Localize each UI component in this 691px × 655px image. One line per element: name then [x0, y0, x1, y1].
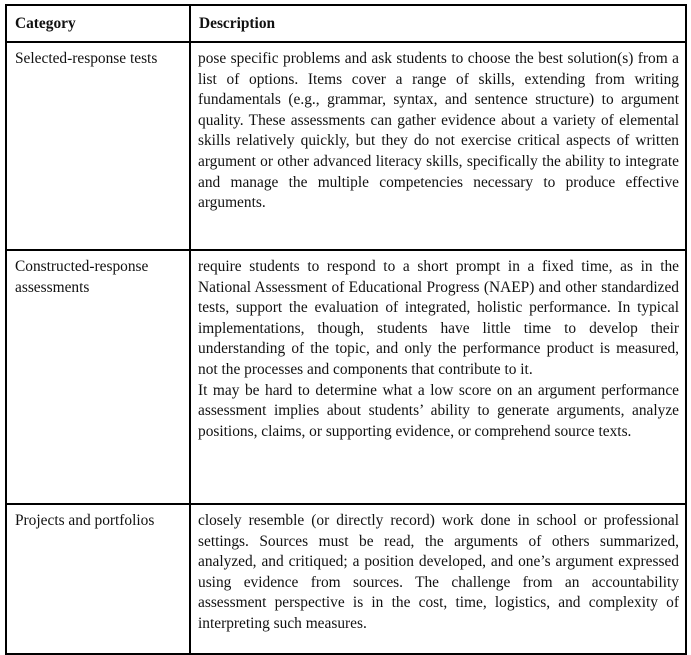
description-cell: [190, 42, 686, 250]
table-row: [6, 42, 686, 250]
column-header-category: Category: [6, 5, 190, 42]
description-cell: [190, 504, 686, 654]
category-cell: Constructed-response assessments: [6, 250, 190, 504]
description-paragraph: require students to respond to a short prompt in a fixed time, as in the National Assessment of Educational Progress (NAEP) and other standardized tests, support the evaluation of integrated, holistic performance. In typical implementations, though, students have little time to develop their understanding of the topic, and only the performance product is measured, not the processes and components that contribute to it.: [198, 258, 679, 378]
description-cell: [190, 250, 686, 504]
table-row: [6, 504, 686, 654]
description-paragraph: pose specific problems and ask students to choose the best solution(s) from a list of options. Items cover a range of skills, extending from writing fundamentals (e.g., grammar, syntax, and sentence structure) to argument quality. These assessments can gather evidence about a variety of elemental skills relatively quickly, but they do not exercise critical aspects of written argument or other advanced literacy skills, specifically the ability to integrate and manage the multiple competencies necessary to produce effective arguments.: [198, 50, 679, 212]
description-paragraph: closely resemble (or directly record) work done in school or professional settings. Sources must be read, the arguments of others summarized, analyzed, and critiqued; a position developed, and one’s argument expressed using evidence from sources. The challenge from an accountability assessment perspective is in the cost, time, logistics, and complexity of interpreting such measures.: [198, 512, 679, 632]
table-row: [6, 250, 686, 504]
table-header-row: [6, 5, 686, 42]
description-paragraph: It may be hard to determine what a low score on an argument performance assessment implies about students’ ability to generate arguments, analyze positions, claims, or supporting evidence, or comprehend source texts.: [198, 381, 679, 440]
assessment-categories-table: [5, 4, 687, 655]
category-cell: Selected-response tests: [6, 42, 190, 250]
category-cell: Projects and portfolios: [6, 504, 190, 654]
column-header-description: Description: [190, 5, 686, 42]
